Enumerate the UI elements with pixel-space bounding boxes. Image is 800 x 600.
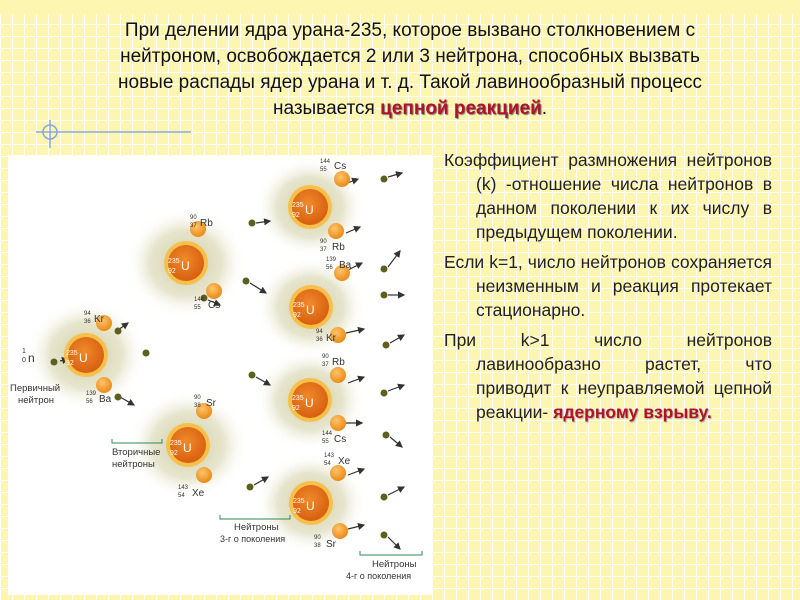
svg-text:38: 38 (194, 403, 201, 409)
title-line-4-suffix: . (541, 98, 548, 119)
neutron-dot (115, 328, 122, 335)
svg-text:90: 90 (190, 215, 197, 221)
neutron-dot (51, 359, 58, 366)
neutron-mass: 1 (22, 348, 26, 355)
svg-text:37: 37 (320, 247, 327, 253)
svg-text:235: 235 (293, 498, 305, 505)
svg-text:56: 56 (326, 265, 333, 271)
svg-text:143: 143 (178, 485, 189, 491)
svg-text:Rb: Rb (332, 242, 345, 253)
svg-text:144: 144 (322, 431, 333, 437)
svg-text:139: 139 (326, 257, 337, 263)
neutron-dot (247, 484, 254, 491)
svg-text:36: 36 (84, 319, 91, 325)
svg-text:90: 90 (320, 239, 327, 245)
uranium-nucleus-gen1 (64, 333, 108, 377)
title-line-4-prefix: называется (272, 98, 381, 119)
svg-text:U: U (183, 441, 192, 455)
svg-text:54: 54 (324, 461, 331, 467)
neutron-dot (249, 372, 256, 379)
svg-text:Xe: Xe (192, 488, 205, 499)
chain-reaction-diagram (8, 155, 433, 595)
explanation-text (444, 148, 772, 430)
svg-text:Xe: Xe (338, 456, 351, 467)
svg-text:37: 37 (190, 223, 197, 229)
svg-text:235: 235 (170, 440, 182, 447)
neutron-dot (381, 176, 388, 183)
svg-text:235: 235 (292, 202, 304, 209)
svg-text:Rb: Rb (332, 357, 345, 368)
uranium-nucleus-gen3-2 (289, 285, 333, 329)
label-primary-line1: Первичный (10, 383, 61, 394)
svg-text:36: 36 (316, 337, 323, 343)
neutron-charge: 0 (22, 357, 26, 364)
svg-text:54: 54 (178, 493, 185, 499)
svg-text:U: U (305, 203, 314, 217)
svg-text:94: 94 (84, 311, 91, 317)
svg-text:92: 92 (66, 360, 74, 367)
label-secondary-line2: нейтроны (112, 459, 155, 470)
svg-text:Sr: Sr (326, 539, 336, 550)
title-line-3: новые распады ядер урана и т. д. Такой лавинообразный процесс (118, 72, 702, 93)
svg-text:55: 55 (320, 167, 327, 173)
svg-text:235: 235 (168, 258, 180, 265)
uranium-nucleus-gen3-1 (288, 185, 332, 229)
svg-text:Cs: Cs (334, 161, 347, 172)
svg-text:U: U (306, 499, 315, 513)
svg-text:Kr: Kr (326, 333, 336, 344)
svg-text:Rb: Rb (200, 218, 213, 229)
top-strip (0, 0, 800, 14)
svg-text:Cs: Cs (208, 300, 221, 311)
label-secondary-line1: Вторичные (112, 447, 161, 458)
svg-text:56: 56 (86, 399, 93, 405)
neutron-symbol: n (28, 351, 35, 365)
neutron-dot (381, 532, 388, 539)
neutron-dot (381, 494, 388, 501)
svg-text:55: 55 (194, 305, 201, 311)
label-fourth-line1: Нейтроны (372, 559, 417, 570)
svg-text:90: 90 (194, 395, 201, 401)
svg-text:94: 94 (316, 329, 323, 335)
svg-text:143: 143 (324, 453, 335, 459)
neutron-dot (115, 394, 122, 401)
paragraph-k-greater-1 (444, 328, 772, 424)
svg-text:37: 37 (322, 362, 329, 368)
neutron-dot (249, 220, 256, 227)
svg-text:U: U (181, 259, 190, 273)
neutron-dot (383, 432, 390, 439)
label-primary-line2: нейтрон (18, 395, 55, 406)
uranium-nucleus-gen3-3 (288, 378, 332, 422)
paragraph-k-equals-1: Если k=1, число нейтронов сохраняется неизменным и реакция протекает стационарно. (444, 252, 772, 320)
svg-text:139: 139 (86, 391, 97, 397)
svg-text:92: 92 (293, 312, 301, 319)
neutron-dot (383, 342, 390, 349)
svg-text:Sr: Sr (206, 398, 216, 409)
label-third-line2: 3-г о поколения (220, 534, 286, 544)
svg-text:U: U (305, 396, 314, 410)
svg-text:Ba: Ba (99, 394, 112, 405)
svg-text:Kr: Kr (94, 314, 104, 325)
svg-text:38: 38 (314, 543, 321, 549)
uranium-nucleus-gen2-top (164, 241, 208, 285)
svg-text:235: 235 (292, 395, 304, 402)
uranium-nucleus-gen3-4 (289, 481, 333, 525)
svg-text:144: 144 (194, 297, 205, 303)
svg-text:90: 90 (314, 535, 321, 541)
svg-text:92: 92 (170, 450, 178, 457)
svg-text:92: 92 (168, 268, 176, 275)
neutron-dot (381, 292, 388, 299)
svg-text:92: 92 (292, 212, 300, 219)
svg-text:U: U (306, 303, 315, 317)
svg-text:Ba: Ba (339, 260, 352, 271)
svg-text:U: U (79, 351, 88, 365)
svg-text:235: 235 (66, 350, 78, 357)
svg-text:90: 90 (322, 354, 329, 360)
svg-text:92: 92 (293, 508, 301, 515)
title-line-2: нейтроном, освобождается 2 или 3 нейтрона, способных вызвать (120, 46, 700, 67)
title-line-1: При делении ядра урана-235, которое вызвано столкновением с (124, 20, 696, 41)
svg-text:235: 235 (293, 302, 305, 309)
neutron-dot (381, 390, 388, 397)
diagram-canvas (8, 155, 433, 595)
neutron-dot (381, 266, 388, 273)
title-line-4 (60, 96, 760, 122)
uranium-nucleus-gen2-bottom (166, 423, 210, 467)
svg-text:Cs: Cs (334, 434, 347, 445)
crosshair-ornament-icon (36, 120, 196, 150)
neutron-dot (243, 278, 250, 285)
chain-reaction-term: цепной реакцией (380, 98, 542, 119)
neutron-dot (143, 350, 150, 357)
svg-text:144: 144 (320, 159, 331, 165)
slide-title (60, 18, 760, 122)
paragraph-k-greater-1-text: При k>1 число нейтронов лавинообразно растет, что приводит к неуправляемой цепной реакции- (444, 330, 772, 422)
label-third-line1: Нейтроны (234, 522, 279, 533)
svg-text:92: 92 (292, 405, 300, 412)
nuclear-explosion-term: ядерному взрыву. (553, 402, 712, 422)
paragraph-coefficient: Коэффициент размножения нейтронов (k) -отношение числа нейтронов в данном поколении к их числу в предыдущем поколении. (444, 150, 772, 242)
svg-text:55: 55 (322, 439, 329, 445)
label-fourth-line2: 4-г о поколения (346, 571, 412, 581)
